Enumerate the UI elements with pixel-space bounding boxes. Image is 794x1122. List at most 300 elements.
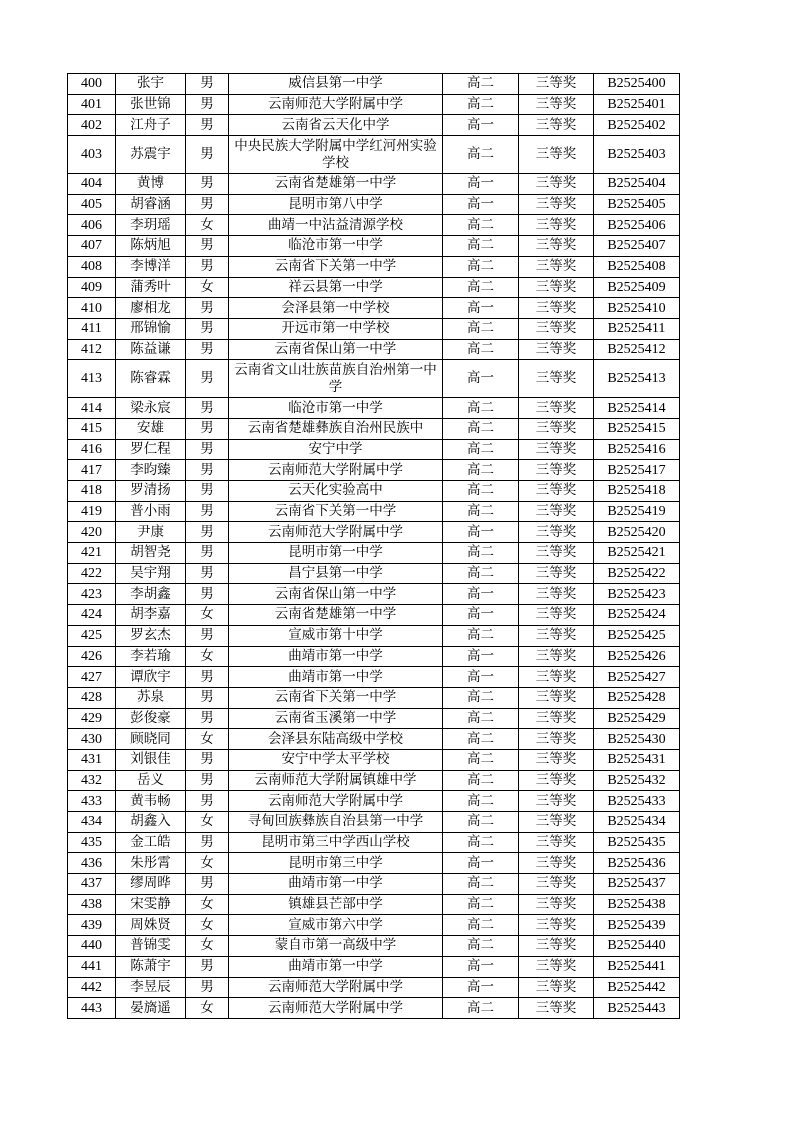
row-number-cell: 403 bbox=[68, 136, 116, 174]
gender-cell: 男 bbox=[186, 256, 229, 277]
certificate-code-cell: B2525408 bbox=[594, 256, 680, 277]
grade-cell: 高二 bbox=[443, 708, 519, 729]
row-number-cell: 409 bbox=[68, 277, 116, 298]
student-name-cell: 邢锦愉 bbox=[116, 318, 186, 339]
student-name-cell: 苏震宇 bbox=[116, 136, 186, 174]
school-cell: 云南师范大学附属中学 bbox=[229, 522, 443, 543]
grade-cell: 高二 bbox=[443, 915, 519, 936]
grade-cell: 高二 bbox=[443, 215, 519, 236]
certificate-code-cell: B2525430 bbox=[594, 729, 680, 750]
gender-cell: 女 bbox=[186, 646, 229, 667]
row-number-cell: 412 bbox=[68, 339, 116, 360]
certificate-code-cell: B2525428 bbox=[594, 687, 680, 708]
row-number-cell: 428 bbox=[68, 687, 116, 708]
row-number-cell: 406 bbox=[68, 215, 116, 236]
row-number-cell: 442 bbox=[68, 977, 116, 998]
school-cell: 云天化实验高中 bbox=[229, 481, 443, 502]
school-cell: 云南师范大学附属中学 bbox=[229, 998, 443, 1019]
table-row bbox=[68, 874, 680, 895]
row-number-cell: 432 bbox=[68, 770, 116, 791]
award-cell: 三等奖 bbox=[519, 501, 594, 522]
table-row bbox=[68, 936, 680, 957]
certificate-code-cell: B2525416 bbox=[594, 439, 680, 460]
table-row bbox=[68, 256, 680, 277]
award-cell: 三等奖 bbox=[519, 522, 594, 543]
award-cell: 三等奖 bbox=[519, 956, 594, 977]
certificate-code-cell: B2525425 bbox=[594, 625, 680, 646]
table-row bbox=[68, 708, 680, 729]
gender-cell: 男 bbox=[186, 318, 229, 339]
row-number-cell: 425 bbox=[68, 625, 116, 646]
award-cell: 三等奖 bbox=[519, 418, 594, 439]
school-cell: 云南省文山壮族苗族自治州第一中学 bbox=[229, 360, 443, 398]
school-cell: 会泽县第一中学校 bbox=[229, 298, 443, 319]
school-cell: 曲靖市第一中学 bbox=[229, 646, 443, 667]
table-row bbox=[68, 277, 680, 298]
table-row bbox=[68, 194, 680, 215]
gender-cell: 男 bbox=[186, 563, 229, 584]
student-name-cell: 彭俊豪 bbox=[116, 708, 186, 729]
school-cell: 昆明市第三中学西山学校 bbox=[229, 832, 443, 853]
table-row bbox=[68, 501, 680, 522]
school-cell: 曲靖一中沾益清源学校 bbox=[229, 215, 443, 236]
grade-cell: 高一 bbox=[443, 646, 519, 667]
award-cell: 三等奖 bbox=[519, 563, 594, 584]
gender-cell: 女 bbox=[186, 853, 229, 874]
award-cell: 三等奖 bbox=[519, 749, 594, 770]
student-name-cell: 廖相龙 bbox=[116, 298, 186, 319]
table-row bbox=[68, 832, 680, 853]
certificate-code-cell: B2525409 bbox=[594, 277, 680, 298]
gender-cell: 男 bbox=[186, 194, 229, 215]
grade-cell: 高一 bbox=[443, 174, 519, 195]
school-cell: 中央民族大学附属中学红河州实验学校 bbox=[229, 136, 443, 174]
certificate-code-cell: B2525412 bbox=[594, 339, 680, 360]
table-row bbox=[68, 646, 680, 667]
table-row bbox=[68, 894, 680, 915]
certificate-code-cell: B2525402 bbox=[594, 115, 680, 136]
award-cell: 三等奖 bbox=[519, 277, 594, 298]
grade-cell: 高二 bbox=[443, 501, 519, 522]
school-cell: 临沧市第一中学 bbox=[229, 398, 443, 419]
table-row bbox=[68, 339, 680, 360]
grade-cell: 高二 bbox=[443, 418, 519, 439]
certificate-code-cell: B2525423 bbox=[594, 584, 680, 605]
school-cell: 曲靖市第一中学 bbox=[229, 667, 443, 688]
gender-cell: 女 bbox=[186, 605, 229, 626]
gender-cell: 女 bbox=[186, 812, 229, 833]
gender-cell: 男 bbox=[186, 522, 229, 543]
row-number-cell: 441 bbox=[68, 956, 116, 977]
table-row bbox=[68, 94, 680, 115]
gender-cell: 女 bbox=[186, 894, 229, 915]
certificate-code-cell: B2525435 bbox=[594, 832, 680, 853]
school-cell: 云南师范大学附属中学 bbox=[229, 791, 443, 812]
certificate-code-cell: B2525432 bbox=[594, 770, 680, 791]
school-cell: 昌宁县第一中学 bbox=[229, 563, 443, 584]
grade-cell: 高二 bbox=[443, 791, 519, 812]
row-number-cell: 429 bbox=[68, 708, 116, 729]
table-row bbox=[68, 398, 680, 419]
gender-cell: 男 bbox=[186, 339, 229, 360]
certificate-code-cell: B2525426 bbox=[594, 646, 680, 667]
student-name-cell: 罗清扬 bbox=[116, 481, 186, 502]
table-row bbox=[68, 298, 680, 319]
award-cell: 三等奖 bbox=[519, 94, 594, 115]
award-cell: 三等奖 bbox=[519, 791, 594, 812]
award-cell: 三等奖 bbox=[519, 770, 594, 791]
grade-cell: 高二 bbox=[443, 460, 519, 481]
grade-cell: 高二 bbox=[443, 439, 519, 460]
gender-cell: 男 bbox=[186, 874, 229, 895]
award-cell: 三等奖 bbox=[519, 236, 594, 257]
award-cell: 三等奖 bbox=[519, 360, 594, 398]
row-number-cell: 415 bbox=[68, 418, 116, 439]
student-name-cell: 尹康 bbox=[116, 522, 186, 543]
grade-cell: 高一 bbox=[443, 956, 519, 977]
school-cell: 昆明市第八中学 bbox=[229, 194, 443, 215]
grade-cell: 高一 bbox=[443, 360, 519, 398]
award-cell: 三等奖 bbox=[519, 318, 594, 339]
certificate-code-cell: B2525413 bbox=[594, 360, 680, 398]
grade-cell: 高一 bbox=[443, 298, 519, 319]
student-name-cell: 普小雨 bbox=[116, 501, 186, 522]
table-row bbox=[68, 360, 680, 398]
school-cell: 云南师范大学附属中学 bbox=[229, 460, 443, 481]
certificate-code-cell: B2525406 bbox=[594, 215, 680, 236]
school-cell: 云南省下关第一中学 bbox=[229, 687, 443, 708]
school-cell: 云南省保山第一中学 bbox=[229, 584, 443, 605]
gender-cell: 男 bbox=[186, 543, 229, 564]
student-name-cell: 张世锦 bbox=[116, 94, 186, 115]
award-cell: 三等奖 bbox=[519, 398, 594, 419]
certificate-code-cell: B2525417 bbox=[594, 460, 680, 481]
student-name-cell: 晏旖遥 bbox=[116, 998, 186, 1019]
table-row bbox=[68, 481, 680, 502]
student-name-cell: 顾晓同 bbox=[116, 729, 186, 750]
table-row bbox=[68, 956, 680, 977]
row-number-cell: 401 bbox=[68, 94, 116, 115]
gender-cell: 男 bbox=[186, 584, 229, 605]
grade-cell: 高二 bbox=[443, 94, 519, 115]
student-name-cell: 陈萧宇 bbox=[116, 956, 186, 977]
school-cell: 寻甸回族彝族自治县第一中学 bbox=[229, 812, 443, 833]
certificate-code-cell: B2525405 bbox=[594, 194, 680, 215]
student-name-cell: 普锦雯 bbox=[116, 936, 186, 957]
certificate-code-cell: B2525439 bbox=[594, 915, 680, 936]
table-row bbox=[68, 418, 680, 439]
table-row bbox=[68, 770, 680, 791]
certificate-code-cell: B2525407 bbox=[594, 236, 680, 257]
grade-cell: 高二 bbox=[443, 894, 519, 915]
school-cell: 宣威市第十中学 bbox=[229, 625, 443, 646]
row-number-cell: 426 bbox=[68, 646, 116, 667]
student-name-cell: 李胡鑫 bbox=[116, 584, 186, 605]
student-name-cell: 李若瑜 bbox=[116, 646, 186, 667]
school-cell: 云南省下关第一中学 bbox=[229, 501, 443, 522]
award-cell: 三等奖 bbox=[519, 625, 594, 646]
row-number-cell: 424 bbox=[68, 605, 116, 626]
table-row bbox=[68, 605, 680, 626]
student-name-cell: 苏泉 bbox=[116, 687, 186, 708]
certificate-code-cell: B2525418 bbox=[594, 481, 680, 502]
school-cell: 云南省保山第一中学 bbox=[229, 339, 443, 360]
gender-cell: 男 bbox=[186, 115, 229, 136]
gender-cell: 男 bbox=[186, 360, 229, 398]
table-row bbox=[68, 439, 680, 460]
table-row bbox=[68, 625, 680, 646]
award-cell: 三等奖 bbox=[519, 481, 594, 502]
award-cell: 三等奖 bbox=[519, 174, 594, 195]
gender-cell: 男 bbox=[186, 708, 229, 729]
school-cell: 昆明市第一中学 bbox=[229, 543, 443, 564]
gender-cell: 男 bbox=[186, 398, 229, 419]
grade-cell: 高一 bbox=[443, 667, 519, 688]
school-cell: 云南师范大学附属中学 bbox=[229, 94, 443, 115]
school-cell: 镇雄县芒部中学 bbox=[229, 894, 443, 915]
row-number-cell: 408 bbox=[68, 256, 116, 277]
gender-cell: 男 bbox=[186, 687, 229, 708]
award-cell: 三等奖 bbox=[519, 894, 594, 915]
student-name-cell: 岳义 bbox=[116, 770, 186, 791]
award-cell: 三等奖 bbox=[519, 853, 594, 874]
certificate-code-cell: B2525421 bbox=[594, 543, 680, 564]
table-row bbox=[68, 215, 680, 236]
certificate-code-cell: B2525419 bbox=[594, 501, 680, 522]
school-cell: 昆明市第三中学 bbox=[229, 853, 443, 874]
student-name-cell: 胡睿涵 bbox=[116, 194, 186, 215]
table-row bbox=[68, 687, 680, 708]
row-number-cell: 437 bbox=[68, 874, 116, 895]
row-number-cell: 423 bbox=[68, 584, 116, 605]
award-cell: 三等奖 bbox=[519, 339, 594, 360]
school-cell: 曲靖市第一中学 bbox=[229, 874, 443, 895]
student-name-cell: 陈益谦 bbox=[116, 339, 186, 360]
row-number-cell: 421 bbox=[68, 543, 116, 564]
award-cell: 三等奖 bbox=[519, 729, 594, 750]
grade-cell: 高二 bbox=[443, 874, 519, 895]
student-name-cell: 安雄 bbox=[116, 418, 186, 439]
student-name-cell: 李博洋 bbox=[116, 256, 186, 277]
student-name-cell: 吴宇翔 bbox=[116, 563, 186, 584]
gender-cell: 男 bbox=[186, 94, 229, 115]
student-name-cell: 胡李嘉 bbox=[116, 605, 186, 626]
row-number-cell: 418 bbox=[68, 481, 116, 502]
school-cell: 威信县第一中学 bbox=[229, 74, 443, 95]
row-number-cell: 438 bbox=[68, 894, 116, 915]
table-row bbox=[68, 915, 680, 936]
row-number-cell: 427 bbox=[68, 667, 116, 688]
gender-cell: 女 bbox=[186, 915, 229, 936]
row-number-cell: 435 bbox=[68, 832, 116, 853]
student-name-cell: 罗仁程 bbox=[116, 439, 186, 460]
grade-cell: 高二 bbox=[443, 74, 519, 95]
student-name-cell: 黄韦畅 bbox=[116, 791, 186, 812]
row-number-cell: 422 bbox=[68, 563, 116, 584]
table-row bbox=[68, 749, 680, 770]
certificate-code-cell: B2525420 bbox=[594, 522, 680, 543]
school-cell: 云南省下关第一中学 bbox=[229, 256, 443, 277]
row-number-cell: 400 bbox=[68, 74, 116, 95]
row-number-cell: 439 bbox=[68, 915, 116, 936]
student-name-cell: 宋雯静 bbox=[116, 894, 186, 915]
student-name-cell: 陈睿霖 bbox=[116, 360, 186, 398]
gender-cell: 男 bbox=[186, 174, 229, 195]
gender-cell: 男 bbox=[186, 791, 229, 812]
table-row bbox=[68, 74, 680, 95]
grade-cell: 高二 bbox=[443, 339, 519, 360]
gender-cell: 男 bbox=[186, 956, 229, 977]
grade-cell: 高二 bbox=[443, 481, 519, 502]
row-number-cell: 433 bbox=[68, 791, 116, 812]
grade-cell: 高二 bbox=[443, 770, 519, 791]
grade-cell: 高一 bbox=[443, 853, 519, 874]
award-cell: 三等奖 bbox=[519, 915, 594, 936]
row-number-cell: 436 bbox=[68, 853, 116, 874]
row-number-cell: 404 bbox=[68, 174, 116, 195]
school-cell: 祥云县第一中学 bbox=[229, 277, 443, 298]
table-row bbox=[68, 460, 680, 481]
award-cell: 三等奖 bbox=[519, 832, 594, 853]
grade-cell: 高一 bbox=[443, 194, 519, 215]
award-cell: 三等奖 bbox=[519, 687, 594, 708]
row-number-cell: 440 bbox=[68, 936, 116, 957]
school-cell: 云南省楚雄第一中学 bbox=[229, 174, 443, 195]
school-cell: 云南省云天化中学 bbox=[229, 115, 443, 136]
school-cell: 蒙自市第一高级中学 bbox=[229, 936, 443, 957]
gender-cell: 男 bbox=[186, 74, 229, 95]
award-cell: 三等奖 bbox=[519, 194, 594, 215]
award-cell: 三等奖 bbox=[519, 74, 594, 95]
grade-cell: 高一 bbox=[443, 584, 519, 605]
row-number-cell: 413 bbox=[68, 360, 116, 398]
certificate-code-cell: B2525404 bbox=[594, 174, 680, 195]
table-row bbox=[68, 115, 680, 136]
certificate-code-cell: B2525436 bbox=[594, 853, 680, 874]
row-number-cell: 411 bbox=[68, 318, 116, 339]
row-number-cell: 417 bbox=[68, 460, 116, 481]
certificate-code-cell: B2525429 bbox=[594, 708, 680, 729]
award-cell: 三等奖 bbox=[519, 667, 594, 688]
student-name-cell: 蒲秀叶 bbox=[116, 277, 186, 298]
certificate-code-cell: B2525401 bbox=[594, 94, 680, 115]
table-row bbox=[68, 584, 680, 605]
school-cell: 宣威市第六中学 bbox=[229, 915, 443, 936]
grade-cell: 高二 bbox=[443, 398, 519, 419]
student-name-cell: 缪周晔 bbox=[116, 874, 186, 895]
grade-cell: 高二 bbox=[443, 236, 519, 257]
certificate-code-cell: B2525422 bbox=[594, 563, 680, 584]
award-cell: 三等奖 bbox=[519, 460, 594, 481]
grade-cell: 高二 bbox=[443, 625, 519, 646]
gender-cell: 女 bbox=[186, 215, 229, 236]
school-cell: 曲靖市第一中学 bbox=[229, 956, 443, 977]
student-name-cell: 刘银佳 bbox=[116, 749, 186, 770]
certificate-code-cell: B2525403 bbox=[594, 136, 680, 174]
certificate-code-cell: B2525427 bbox=[594, 667, 680, 688]
certificate-code-cell: B2525424 bbox=[594, 605, 680, 626]
gender-cell: 男 bbox=[186, 418, 229, 439]
certificate-code-cell: B2525411 bbox=[594, 318, 680, 339]
gender-cell: 男 bbox=[186, 460, 229, 481]
grade-cell: 高二 bbox=[443, 812, 519, 833]
gender-cell: 男 bbox=[186, 298, 229, 319]
table-row bbox=[68, 998, 680, 1019]
student-name-cell: 李昱辰 bbox=[116, 977, 186, 998]
table-row bbox=[68, 812, 680, 833]
award-cell: 三等奖 bbox=[519, 136, 594, 174]
gender-cell: 男 bbox=[186, 136, 229, 174]
grade-cell: 高一 bbox=[443, 605, 519, 626]
student-name-cell: 胡智尧 bbox=[116, 543, 186, 564]
row-number-cell: 407 bbox=[68, 236, 116, 257]
grade-cell: 高二 bbox=[443, 687, 519, 708]
school-cell: 开远市第一中学校 bbox=[229, 318, 443, 339]
award-cell: 三等奖 bbox=[519, 977, 594, 998]
row-number-cell: 402 bbox=[68, 115, 116, 136]
student-name-cell: 李昀臻 bbox=[116, 460, 186, 481]
grade-cell: 高二 bbox=[443, 277, 519, 298]
grade-cell: 高二 bbox=[443, 318, 519, 339]
row-number-cell: 420 bbox=[68, 522, 116, 543]
grade-cell: 高二 bbox=[443, 729, 519, 750]
row-number-cell: 431 bbox=[68, 749, 116, 770]
grade-cell: 高二 bbox=[443, 256, 519, 277]
award-cell: 三等奖 bbox=[519, 998, 594, 1019]
certificate-code-cell: B2525441 bbox=[594, 956, 680, 977]
gender-cell: 男 bbox=[186, 625, 229, 646]
grade-cell: 高二 bbox=[443, 998, 519, 1019]
certificate-code-cell: B2525410 bbox=[594, 298, 680, 319]
certificate-code-cell: B2525443 bbox=[594, 998, 680, 1019]
student-name-cell: 黄博 bbox=[116, 174, 186, 195]
student-name-cell: 朱彤霄 bbox=[116, 853, 186, 874]
award-cell: 三等奖 bbox=[519, 115, 594, 136]
table-row bbox=[68, 236, 680, 257]
student-name-cell: 谭欣宇 bbox=[116, 667, 186, 688]
row-number-cell: 405 bbox=[68, 194, 116, 215]
school-cell: 会泽县东陆高级中学校 bbox=[229, 729, 443, 750]
award-cell: 三等奖 bbox=[519, 215, 594, 236]
gender-cell: 男 bbox=[186, 501, 229, 522]
gender-cell: 男 bbox=[186, 977, 229, 998]
grade-cell: 高一 bbox=[443, 115, 519, 136]
award-cell: 三等奖 bbox=[519, 256, 594, 277]
award-cell: 三等奖 bbox=[519, 708, 594, 729]
row-number-cell: 416 bbox=[68, 439, 116, 460]
gender-cell: 女 bbox=[186, 729, 229, 750]
table-row bbox=[68, 853, 680, 874]
table-row bbox=[68, 791, 680, 812]
student-name-cell: 胡鑫入 bbox=[116, 812, 186, 833]
student-name-cell: 罗玄杰 bbox=[116, 625, 186, 646]
school-cell: 云南省楚雄彝族自治州民族中 bbox=[229, 418, 443, 439]
row-number-cell: 419 bbox=[68, 501, 116, 522]
school-cell: 云南师范大学附属中学 bbox=[229, 977, 443, 998]
school-cell: 安宁中学太平学校 bbox=[229, 749, 443, 770]
school-cell: 云南师范大学附属镇雄中学 bbox=[229, 770, 443, 791]
award-table-body bbox=[68, 74, 680, 1019]
award-cell: 三等奖 bbox=[519, 605, 594, 626]
grade-cell: 高二 bbox=[443, 136, 519, 174]
table-row bbox=[68, 543, 680, 564]
school-cell: 安宁中学 bbox=[229, 439, 443, 460]
certificate-code-cell: B2525431 bbox=[594, 749, 680, 770]
row-number-cell: 443 bbox=[68, 998, 116, 1019]
grade-cell: 高二 bbox=[443, 543, 519, 564]
school-cell: 临沧市第一中学 bbox=[229, 236, 443, 257]
award-list-table bbox=[67, 73, 680, 1019]
